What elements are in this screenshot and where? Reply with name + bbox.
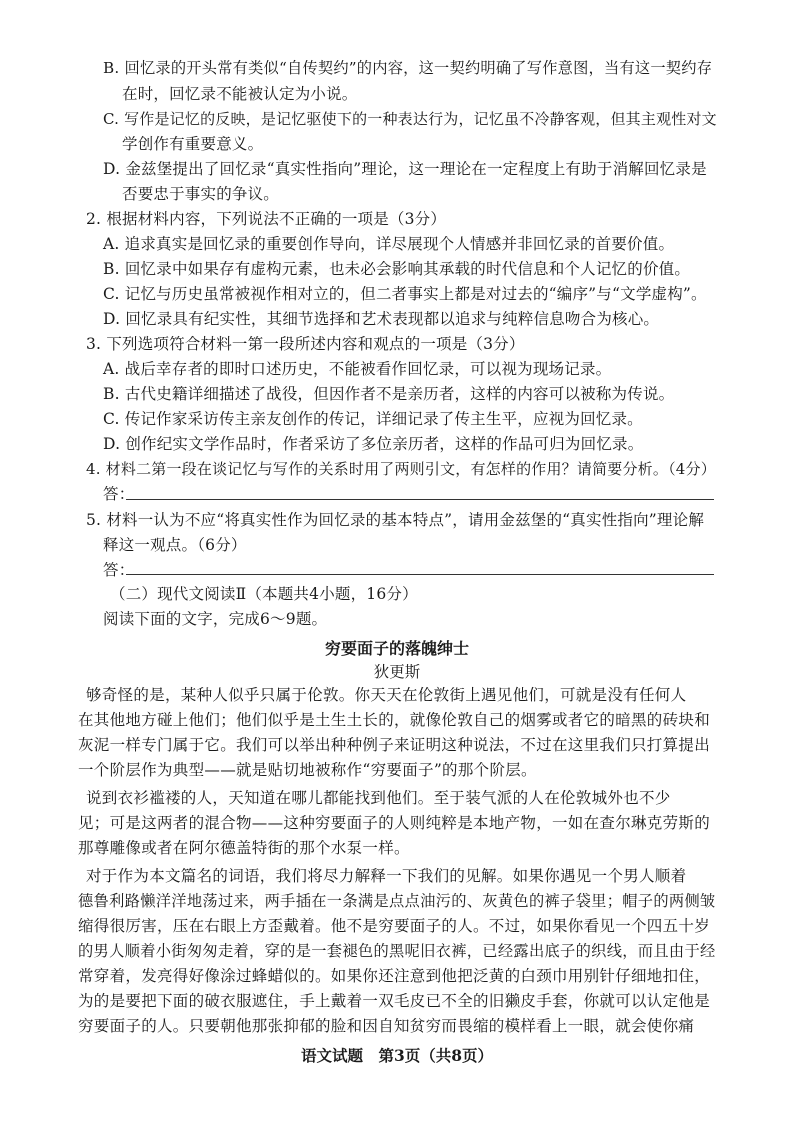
option-d-line2: 否要忠于事实的争议。	[122, 185, 280, 203]
q2-option-b: B. 回忆录中如果存有虚构元素，也未必会影响其承载的时代信息和个人记忆的价值。	[103, 260, 691, 278]
essay-p3-line4: 的男人顺着小街匆匆走着，穿的是一套褪色的黑呢旧衣裤，已经露出底子的织线，而且由于经	[78, 942, 716, 960]
section-instruction: 阅读下面的文字，完成6～9题。	[103, 610, 328, 628]
option-b-line2: 在时，回忆录不能被认定为小说。	[122, 85, 358, 103]
question-2-stem: 2. 根据材料内容，下列说法不正确的一项是（3分）	[86, 210, 447, 228]
question-5-line2: 释这一观点。（6分）	[103, 536, 247, 554]
option-c-line2: 学创作有重要意义。	[122, 135, 264, 153]
essay-p3-line1: 对于作为本文篇名的词语，我们将尽力解释一下我们的见解。如果你遇见一个男人顺着	[86, 867, 687, 885]
essay-p1-line2: 在其他地方碰上他们；他们似乎是土生土长的，就像伦敦自己的烟雾或者它的暗黑的砖块和	[78, 711, 711, 729]
essay-p3-line6: 为的是要把下面的破衣服遮住，手上戴着一双毛皮已不全的旧獭皮手套，你就可以认定他是	[78, 992, 711, 1010]
essay-p1-line3: 灰泥一样专门属于它。我们可以举出种种例子来证明这种说法，不过在这里我们只打算提出	[78, 736, 711, 754]
q4-answer-line[interactable]	[126, 499, 714, 500]
q5-answer-label: 答：	[103, 561, 135, 579]
question-3-stem: 3. 下列选项符合材料一第一段所述内容和观点的一项是（3分）	[86, 335, 525, 353]
essay-author: 狄更斯	[373, 663, 421, 681]
essay-p2-line3: 那尊雕像或者在阿尔德盖特街的那个水泵一样。	[78, 839, 410, 857]
q4-answer-label: 答：	[103, 485, 135, 503]
essay-title: 穷要面子的落魄绅士	[324, 639, 469, 658]
section-heading: （二）现代文阅读Ⅱ（本题共4小题，16分）	[110, 585, 418, 603]
essay-p3-line2: 德鲁利路懒洋洋地荡过来，两手插在一条满是点点油污的、灰黄色的裤子袋里；帽子的两侧皱	[78, 892, 716, 910]
q2-option-c: C. 记忆与历史虽常被视作相对立的，但二者事实上都是对过去的“编序”与“文学虚构”。	[103, 285, 707, 303]
q5-answer-line[interactable]	[126, 574, 714, 575]
essay-p3-line3: 缩得很厉害，压在右眼上方歪戴着。他不是穷要面子的人。不过，如果你看见一个四五十岁	[78, 917, 711, 935]
q2-option-d: D. 回忆录具有纪实性，其细节选择和艺术表现都以追求与纯粹信息吻合为核心。	[103, 310, 660, 328]
q3-option-c: C. 传记作家采访传主亲友创作的传记，详细记录了传主生平，应视为回忆录。	[103, 410, 643, 428]
essay-p2-line1: 说到衣衫褴褛的人，天知道在哪儿都能找到他们。至于装气派的人在伦敦城外也不少	[86, 789, 671, 807]
q3-option-b: B. 古代史籍详细描述了战役，但因作者不是亲历者，这样的内容可以被称为传说。	[103, 385, 675, 403]
essay-p1-line4: 一个阶层作为典型——就是贴切地被称作“穷要面子”的那个阶层。	[78, 761, 537, 779]
option-d-line1: D. 金兹堡提出了回忆录“真实性指向”理论，这一理论在一定程度上有助于消解回忆录是	[103, 160, 707, 178]
question-4-stem: 4. 材料二第一段在谈记忆与写作的关系时用了两则引文，有怎样的作用？请简要分析。（4分）	[86, 460, 716, 478]
option-b-line1: B. 回忆录的开头常有类似“自传契约”的内容，这一契约明确了写作意图，当有这一契约存	[103, 59, 713, 77]
question-5-line1: 5. 材料一认为不应“将真实性作为回忆录的基本特点”，请用金兹堡的“真实性指向”理论解	[86, 511, 705, 529]
q3-option-a: A. 战后幸存者的即时口述历史，不能被看作回忆录，可以视为现场记录。	[103, 360, 612, 378]
essay-p3-line7: 穷要面子的人。只要朝他那张抑郁的脸和因自知贫穷而畏缩的模样看上一眼，就会使你痛	[78, 1017, 695, 1035]
option-c-line1: C. 写作是记忆的反映，是记忆驱使下的一种表达行为，记忆虽不冷静客观，但其主观性对文	[103, 110, 717, 128]
q2-option-a: A. 追求真实是回忆录的重要创作导向，详尽展现个人情感并非回忆录的首要价值。	[103, 235, 675, 253]
page-footer: 语文试题 第3页（共8页）	[300, 1046, 494, 1065]
essay-p2-line2: 见；可是这两者的混合物——这种穷要面子的人则纯粹是本地产物，一如在查尔琳克劳斯的	[78, 814, 711, 832]
q3-option-d: D. 创作纪实文学作品时，作者采访了多位亲历者，这样的作品可归为回忆录。	[103, 435, 644, 453]
essay-p1-line1: 够奇怪的是，某种人似乎只属于伦敦。你天天在伦敦街上遇见他们，可就是没有任何人	[86, 686, 687, 704]
essay-p3-line5: 常穿着，发亮得好像涂过蜂蜡似的。如果你还注意到他把泛黄的白颈巾用别针仔细地扣住，	[78, 967, 711, 985]
